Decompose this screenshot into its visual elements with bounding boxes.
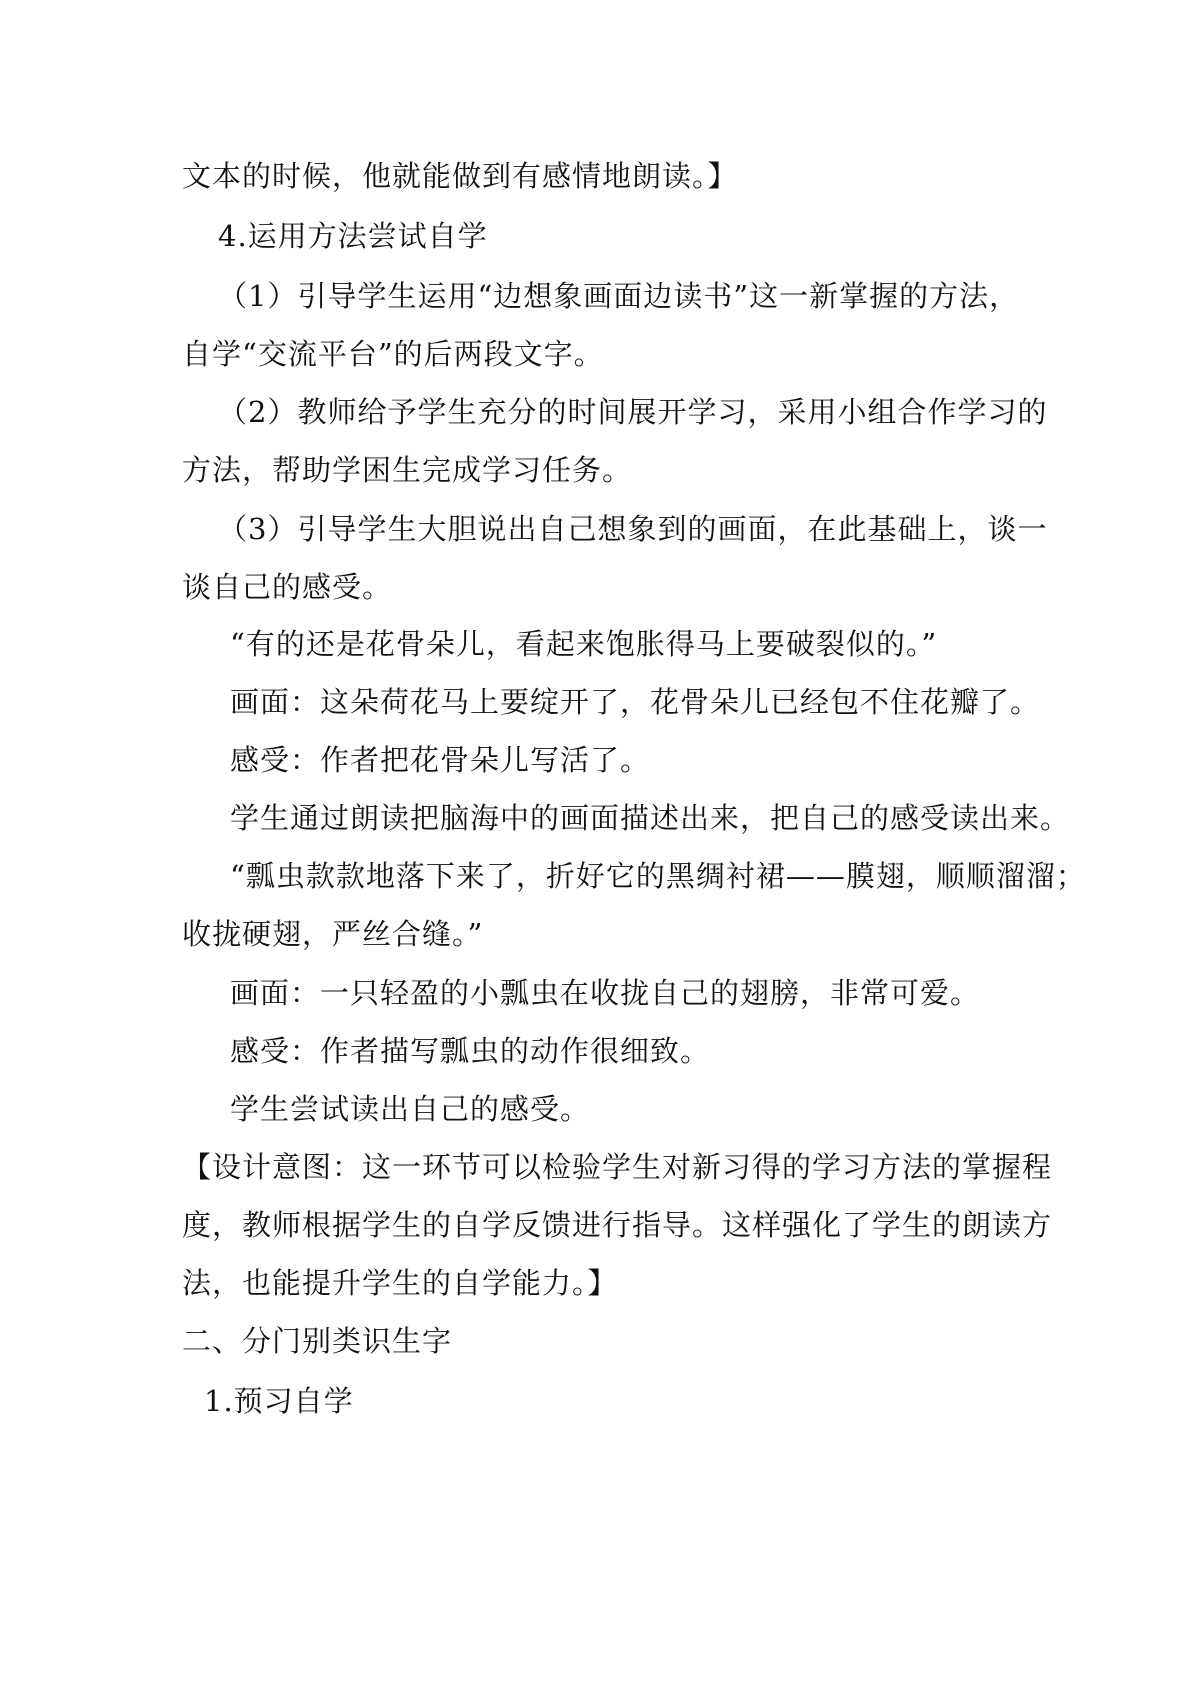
quote-line: “有的还是花骨朵儿，看起来饱胀得马上要破裂似的。” <box>230 627 938 661</box>
text-line: 画面：这朵荷花马上要绽开了，花骨朵儿已经包不住花瓣了。 <box>230 685 1041 719</box>
text-line: 学生通过朗读把脑海中的画面描述出来，把自己的感受读出来。 <box>230 801 1071 835</box>
design-intent-line: 法，也能提升学生的自学能力。】 <box>182 1266 618 1300</box>
text-line: 感受：作者描写瓢虫的动作很细致。 <box>230 1034 711 1068</box>
design-intent-line: 【设计意图：这一环节可以检验学生对新习得的学习方法的掌握程 <box>182 1150 1053 1184</box>
section-heading: 二、分门别类识生字 <box>182 1324 453 1358</box>
text-line: 自学“交流平台”的后两段文字。 <box>182 337 604 371</box>
text-line: 学生尝试读出自己的感受。 <box>230 1092 591 1126</box>
design-intent-line: 度，教师根据学生的自学反馈进行指导。这样强化了学生的朗读方 <box>182 1208 1053 1242</box>
text-line: 画面：一只轻盈的小瓢虫在收拢自己的翅膀，非常可爱。 <box>230 976 981 1010</box>
quote-line: 收拢硬翅，严丝合缝。” <box>182 917 484 951</box>
section-heading: 4.运用方法尝试自学 <box>218 219 488 253</box>
text-line: 谈自己的感受。 <box>182 570 393 604</box>
subsection-heading: 1.预习自学 <box>204 1384 354 1418</box>
text-line: 感受：作者把花骨朵儿写活了。 <box>230 743 651 777</box>
text-line: （2）教师给予学生充分的时间展开学习，采用小组合作学习的 <box>218 395 1048 429</box>
text-line: （3）引导学生大胆说出自己想象到的画面，在此基础上，谈一 <box>218 512 1048 546</box>
text-line: 文本的时候，他就能做到有感情地朗读。】 <box>182 159 738 193</box>
quote-line: “瓢虫款款地落下来了，折好它的黑绸衬裙——膜翅，顺顺溜溜； <box>230 859 1086 893</box>
text-line: （1）引导学生运用“边想象画面边读书”这一新掌握的方法， <box>218 279 1020 313</box>
text-line: 方法，帮助学困生完成学习任务。 <box>182 453 633 487</box>
